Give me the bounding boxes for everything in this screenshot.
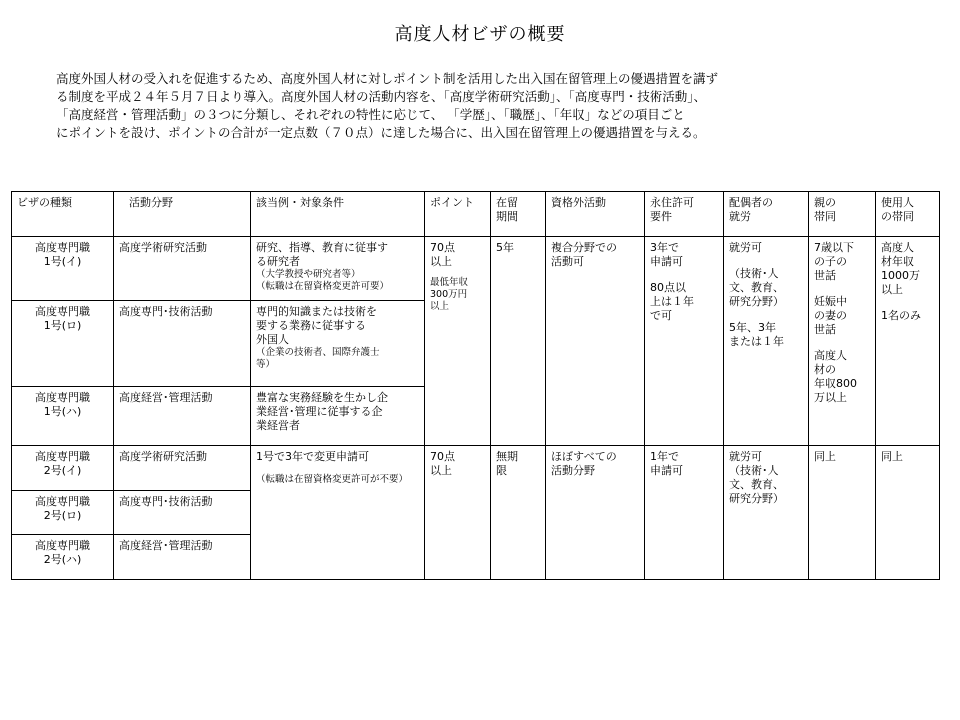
parents-cell: 同上 — [809, 446, 876, 580]
permanent-cell: 1年で 申請可 — [645, 446, 724, 580]
header-servant: 使用人 の帯同 — [876, 192, 940, 237]
parents-cell: 7歳以下 の子の 世話 妊娠中 の妻の 世話 高度人 材の 年収800 万以上 — [809, 237, 876, 446]
intro-line: 高度外国人材の受入れを促進するため、高度外国人材に対しポイント制を活用した出入国在留管理上の優遇措置を講ず — [56, 71, 719, 86]
activity-cell: 高度専門･技術活動 — [114, 491, 251, 535]
spouse-cell: 就労可 （技術･人 文、教育、 研究分野） — [724, 446, 809, 580]
header-visa-type: ビザの種類 — [12, 192, 114, 237]
activity-cell: 高度学術研究活動 — [114, 237, 251, 301]
condition-cell: 豊富な実務経験を生かし企 業経営･管理に従事する企 業経営者 — [251, 387, 425, 446]
visa-table — [11, 191, 940, 580]
permanent-cell: 3年で 申請可 80点以 上は１年 で可 — [645, 237, 724, 446]
header-activity: 活動分野 — [114, 192, 251, 237]
other-work-cell: ほぼすべての 活動分野 — [546, 446, 645, 580]
header-period: 在留 期間 — [491, 192, 546, 237]
visa-type-cell: 高度専門職 1号(イ) — [12, 237, 114, 301]
servant-cell: 高度人 材年収 1000万 以上 1名のみ — [876, 237, 940, 446]
header-condition: 該当例・対象条件 — [251, 192, 425, 237]
header-spouse: 配偶者の 就労 — [724, 192, 809, 237]
points-cell: 70点 以上 — [425, 446, 491, 580]
intro-line: 「高度経営・管理活動」の３つに分類し、それぞれの特性に応じて、 「学歴」、「職歴」、「年収」などの項目ごと — [56, 107, 685, 122]
activity-cell: 高度学術研究活動 — [114, 446, 251, 491]
points-cell: 70点 以上 最低年収 300万円 以上 — [425, 237, 491, 446]
visa-type-cell: 高度専門職 1号(ロ) — [12, 301, 114, 387]
visa-type-cell: 高度専門職 2号(ロ) — [12, 491, 114, 535]
condition-cell: 専門的知識または技術を 要する業務に従事する 外国人 （企業の技術者、国際弁護士 等） — [251, 301, 425, 387]
servant-cell: 同上 — [876, 446, 940, 580]
condition-cell: 1号で3年で変更申請可 （転職は在留資格変更許可が不要） — [251, 446, 425, 580]
spouse-cell: 就労可 （技術･人 文、教育、 研究分野） 5年、3年 または１年 — [724, 237, 809, 446]
visa-type-cell: 高度専門職 1号(ハ) — [12, 387, 114, 446]
header-parents: 親の 帯同 — [809, 192, 876, 237]
table-row — [12, 237, 940, 301]
header-other-work: 資格外活動 — [546, 192, 645, 237]
condition-cell: 研究、指導、教育に従事す る研究者 （大学教授や研究者等） （転職は在留資格変更許可要） — [251, 237, 425, 301]
intro-line: る制度を平成２４年５月７日より導入。高度外国人材の活動内容を、「高度学術研究活動」、「高度専門・技術活動」、 — [56, 89, 707, 104]
table-row — [12, 446, 940, 491]
intro-paragraph — [56, 70, 916, 142]
header-points: ポイント — [425, 192, 491, 237]
period-cell: 無期 限 — [491, 446, 546, 580]
activity-cell: 高度経営･管理活動 — [114, 535, 251, 580]
activity-cell: 高度専門･技術活動 — [114, 301, 251, 387]
visa-type-cell: 高度専門職 2号(ハ) — [12, 535, 114, 580]
intro-line: にポイントを設け、ポイントの合計が一定点数（７０点）に達した場合に、出入国在留管理上の優遇措置を与える。 — [56, 125, 706, 140]
period-cell: 5年 — [491, 237, 546, 446]
visa-type-cell: 高度専門職 2号(イ) — [12, 446, 114, 491]
header-permanent: 永住許可 要件 — [645, 192, 724, 237]
other-work-cell: 複合分野での 活動可 — [546, 237, 645, 446]
page-title: 高度人材ビザの概要 — [394, 24, 566, 45]
header-row — [12, 192, 940, 237]
activity-cell: 高度経営･管理活動 — [114, 387, 251, 446]
